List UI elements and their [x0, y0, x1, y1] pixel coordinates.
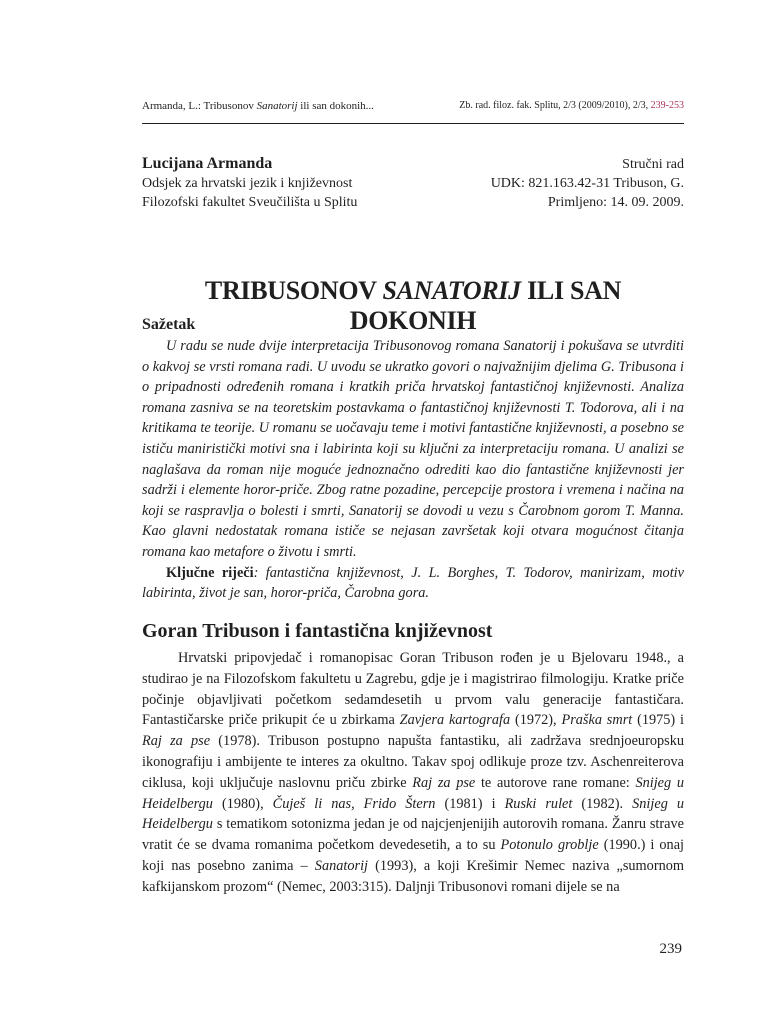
cited-work-title: Potonulo groblje [500, 837, 599, 854]
body-text-run: (1982). [572, 795, 633, 812]
section-heading: Goran Tribuson i fantastična književnost [142, 620, 493, 642]
abstract-text: U radu se nude dvije interpretacija Tribusonovog romana Sanatorij i pokušava se utvrditi o kakvoj se vrsti romana radi. U uvodu se ukratko govori o najvažnijim djelima G. Tribusona i o pripadnosti određenih romana i kratkih priča hrvatskoj fantastičnoj književnosti. Analiza romana zasniva se na teoretskim postavkama o fantastičnoj književnosti T. Todorova, ali i na kritikama te teorije. U romanu se uočavaju teme i motivi fantastične književnosti, a posebno se ističu maniristički motivi sna i labirinta koji su ključni za interpretaciju romana. U analizi se naglašava da roman nije moguće jednoznačno odrediti kao dio fantastične književnosti jer sadrži i elemente horor-priče. Zbog ratne pozadine, percepcije prostora i vremena i načina na koji se raspravlja o bolesti i smrti, Sanatorij se dovodi u vezu s Čarobnom gorom T. Manna. Kao glavni nedostatak romana ističe se nejasan završetak koji otvara mogućnost čitanja romana kao metafore o životu i smrti. [142, 338, 684, 560]
body-text-run: (1990.) i onaj koji nas posebno zanima – [142, 837, 685, 874]
body-text-run: (1975) i [632, 712, 684, 729]
cited-work-title: Snijeg u Heidelbergu [142, 774, 684, 812]
cited-work-title: Čuješ li nas, Frido Štern [272, 795, 436, 812]
body-text-run: (1972), [510, 712, 562, 729]
cited-work-title: Sanatorij [314, 857, 369, 874]
cited-work-title: Raj za pse [142, 733, 211, 750]
cited-work-title: Ruski rulet [504, 795, 573, 812]
paper-title [142, 276, 684, 336]
author-department: Odsjek za hrvatski jezik i književnost [142, 176, 353, 191]
header-italic-title: Sanatorij [256, 100, 298, 112]
keywords-label: Ključne riječi [166, 564, 254, 581]
cited-work-title: Praška smrt [561, 712, 633, 729]
body-text-run: Hrvatski pripovjedač i romanopisac Goran Tribuson rođen je u Bjelovaru 1948., a studirao je na Filozofskom fakultetu u Zagrebu, gdje je i magistrirao filmologiju. Kratke priče počinje objavljivati početkom sedamdesetih u prvom valu generacije fantastičara. Fantastičarske priče prikupit će u zbirkama [142, 650, 684, 729]
abstract [142, 336, 684, 604]
cited-work-title: Zavjera kartografa [399, 712, 511, 729]
page-range: 239-253 [650, 100, 684, 111]
title-italic-part: SANATORIJ [382, 276, 521, 305]
header-rule [142, 123, 684, 124]
body-text-run: s tematikom sotonizma jedan je od najcjenjenijih autorovih romana. Žanru strave vratit će se dvama romanima početkom devedesetih, a to su [142, 816, 684, 854]
body-text [142, 648, 684, 898]
title-part-1: TRIBUSONOV [204, 276, 383, 305]
header-title-rest: ili san dokonih... [297, 100, 374, 112]
author-block [142, 154, 442, 212]
body-text-run: (1980), [212, 795, 273, 812]
keywords-list: : fantastična književnost, J. L. Borghes, T. Todorov, manirizam, motiv labirinta, život je san, horor-priča, Čarobna gora. [142, 564, 684, 602]
body-text-run: (1993), a koji Krešimir Nemec naziva „sumornom kafkijanskom prozom“ (Nemec, 2003:315). Daljnji Tribusonovi romani dijele se na [142, 857, 684, 895]
running-header-right [459, 100, 684, 111]
body-text-run: te autorove rane romane: [475, 774, 636, 791]
running-header-left [142, 100, 374, 112]
udk-code: UDK: 821.163.42-31 Tribuson, G. [490, 176, 684, 191]
author-faculty: Filozofski fakultet Sveučilišta u Splitu [142, 195, 358, 210]
article-meta [404, 155, 684, 212]
body-text-run: (1978). Tribuson postupno napušta fantastiku, ali zadržava srednjoeuropsku ikonografiju i ambijente te interes za okultno. Takav spoj odlikuje proze tzv. Aschenreiterova ciklusa, koji uključuje naslovnu priču zbirke [142, 733, 684, 791]
abstract-heading: Sažetak [142, 316, 196, 333]
keywords [142, 563, 684, 604]
body-text-run: (1981) i [435, 795, 505, 812]
received-date: Primljeno: 14. 09. 2009. [547, 195, 684, 210]
page-number: 239 [659, 941, 682, 957]
header-author-text: Armanda, L.: Tribusonov [142, 100, 257, 112]
body-paragraph [142, 648, 684, 898]
article-type: Stručni rad [622, 157, 684, 172]
journal-citation: Zb. rad. filoz. fak. Splitu, 2/3 (2009/2010), 2/3, [459, 100, 651, 111]
cited-work-title: Snijeg u Heidelbergu [142, 795, 685, 833]
author-name: Lucijana Armanda [142, 155, 273, 172]
title-part-3: ILI SAN DOKONIH [349, 276, 622, 335]
cited-work-title: Raj za pse [412, 774, 476, 791]
